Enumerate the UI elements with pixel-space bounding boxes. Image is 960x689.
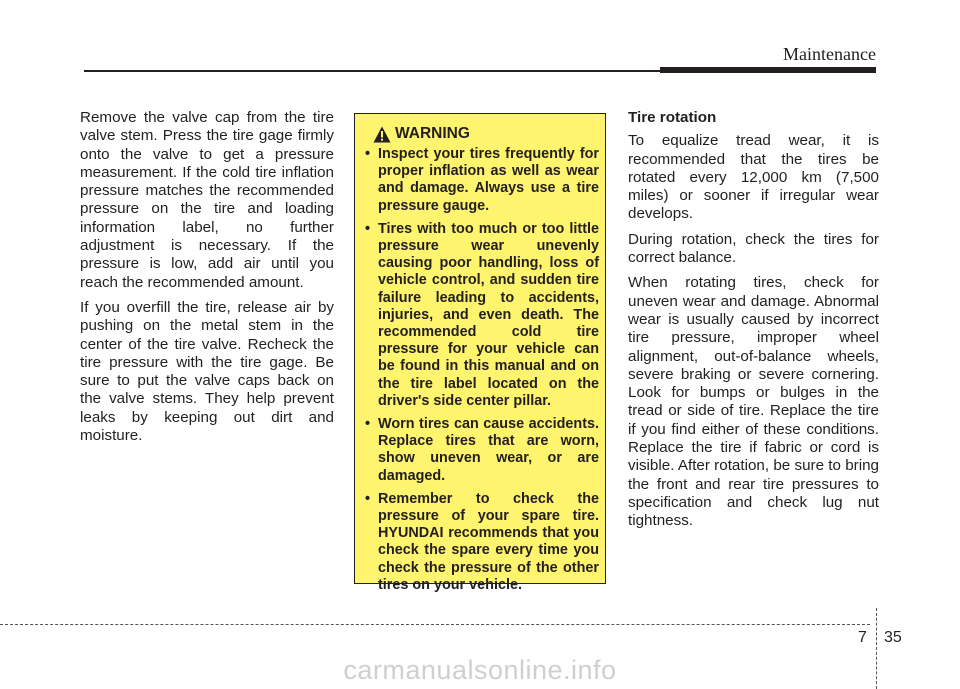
section-title: Maintenance [783, 44, 876, 64]
warning-list [363, 146, 599, 600]
paragraph: Remove the valve cap from the tire valve stem. Press the tire gage firmly onto the valve to get a pressure measurement. If the cold tire inflation pressure matches the recommended pressure on the tire and loading information label, no further adjustment is necessary. If the pressure is low, add air until you reach the recommended amount. [80, 109, 334, 291]
paragraph: During rotation, check the tires for correct balance. [628, 230, 879, 267]
paragraph: To equalize tread wear, it is recommended that the tires be rotated every 12,000 km (7,500 miles) or sooner if irregular wear develops. [628, 132, 879, 223]
left-column [80, 109, 334, 452]
watermark: carmanualsonline.info [343, 655, 617, 685]
warning-box [354, 113, 606, 593]
warning-triangle-icon [373, 126, 391, 143]
section-heading: Tire rotation [628, 109, 717, 126]
warning-item: • Remember to check the pressure of your spare tire. HYUNDAI recommends that you check the spare every time you check the pressure of the other tires on your vehicle. [363, 491, 599, 594]
warning-item: • Inspect your tires frequently for proper inflation as well as wear and damage. Always use a tire pressure gauge. [363, 146, 599, 215]
page-number: 35 [884, 629, 902, 646]
paragraph: If you overfill the tire, release air by pushing on the metal stem in the center of the tire valve. Recheck the tire pressure with the tire gage. Be sure to put the valve caps back on the valve stems. They help prevent leaks by keeping out dirt and moisture. [80, 298, 334, 445]
footer-divider [0, 624, 870, 625]
warning-title: WARNING [395, 125, 470, 142]
header-rule-accent [660, 67, 876, 73]
warning-item: • Worn tires can cause accidents. Replace tires that are worn, show uneven wear, or are damaged. [363, 416, 599, 485]
warning-item: • Tires with too much or too little pressure wear unevenly causing poor handling, loss of vehicle control, and sudden tire failure leading to accidents, injuries, and even death. The recommended cold tire pressure for your vehicle can be found in this manual and on the tire label located on the driver's side center pillar. [363, 221, 599, 410]
right-column [628, 109, 879, 538]
chapter-number: 7 [858, 629, 867, 646]
paragraph: When rotating tires, check for uneven wear and damage. Abnormal wear is usually caused by incorrect tire pressure, improper wheel alignment, out-of-balance wheels, severe braking or severe cornering. Look for bumps or bulges in the tread or side of tire. Replace the tire if you find either of these conditions. Replace the tire if fabric or cord is visible. After rotation, be sure to bring the front and rear tire pressures to specification and check lug nut tightness. [628, 274, 879, 530]
